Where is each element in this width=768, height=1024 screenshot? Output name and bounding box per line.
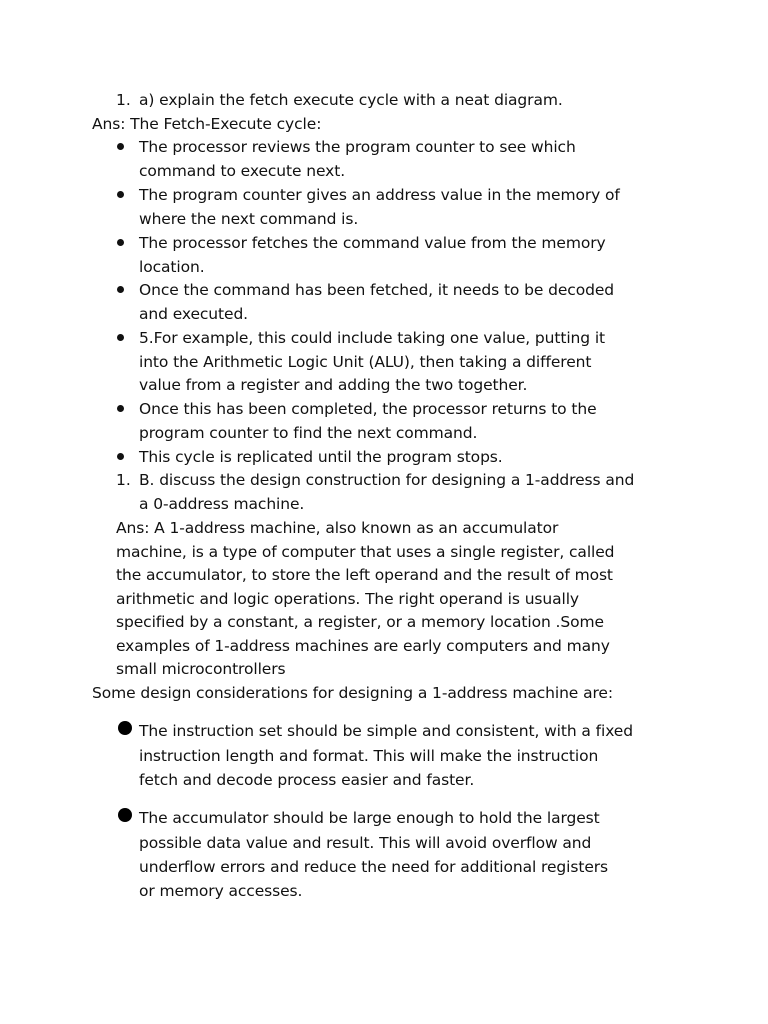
q1b-answer-line: examples of 1-address machines are early computers and many [116,637,610,655]
consideration-line: fetch and decode process easier and faster. [139,771,475,789]
bullet-line: 5.For example, this could include taking one value, putting it [139,329,606,347]
bullet-icon [117,334,124,341]
bullet-line: into the Arithmetic Logic Unit (ALU), then taking a different [139,353,592,371]
bullet-icon [117,286,124,293]
bullet-line: Once this has been completed, the processor returns to the [139,400,597,418]
q1b-answer-line: machine, is a type of computer that uses a single register, called [116,543,615,561]
q1b-question-line: B. discuss the design construction for designing a 1-address and [139,471,635,489]
q1b-answer-line: the accumulator, to store the left operand and the result of most [116,566,613,584]
q1a-answer-heading: Ans: The Fetch-Execute cycle: [92,115,322,133]
bullet-line: This cycle is replicated until the program stops. [139,448,503,466]
q1b-answer-line: Ans: A 1-address machine, also known as an accumulator [116,519,559,537]
considerations-heading: Some design considerations for designing a 1-address machine are: [92,684,613,702]
q1b-number: 1. [116,471,131,489]
q1b-question-line: a 0-address machine. [139,495,305,513]
q1b-answer-line: small microcontrollers [116,660,286,678]
bullet-line: command to execute next. [139,162,346,180]
bullet-icon [117,143,124,150]
bullet-line: program counter to find the next command. [139,424,478,442]
bullet-icon [117,191,124,198]
bullet-line: value from a register and adding the two together. [139,376,528,394]
consideration-line: The accumulator should be large enough to hold the largest [139,809,600,827]
consideration-line: underflow errors and reduce the need for additional registers [139,858,608,876]
bullet-line: where the next command is. [139,210,359,228]
q1a-question: a) explain the fetch execute cycle with a neat diagram. [139,91,563,109]
bullet-icon [118,808,132,822]
bullet-line: and executed. [139,305,249,323]
consideration-line: or memory accesses. [139,882,303,900]
bullet-line: location. [139,258,205,276]
bullet-line: Once the command has been fetched, it needs to be decoded [139,281,615,299]
consideration-line: possible data value and result. This will avoid overflow and [139,834,592,852]
consideration-line: instruction length and format. This will make the instruction [139,747,599,765]
q1a-number: 1. [116,91,131,109]
bullet-icon [117,453,124,460]
consideration-line: The instruction set should be simple and consistent, with a fixed [139,722,633,740]
q1b-answer-line: arithmetic and logic operations. The right operand is usually [116,590,580,608]
bullet-icon [117,239,124,246]
q1b-answer-line: specified by a constant, a register, or a memory location .Some [116,613,604,631]
bullet-icon [117,405,124,412]
bullet-icon [118,721,132,735]
bullet-line: The program counter gives an address value in the memory of [139,186,620,204]
bullet-line: The processor fetches the command value from the memory [139,234,606,252]
bullet-line: The processor reviews the program counter to see which [139,138,576,156]
